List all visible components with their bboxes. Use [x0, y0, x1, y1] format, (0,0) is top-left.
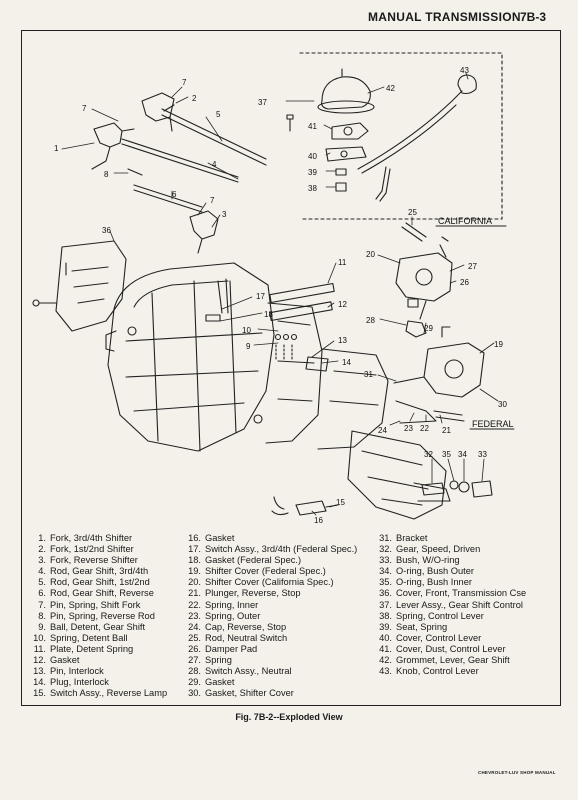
- callout-27: 27: [468, 262, 477, 271]
- legend-item: 27. Spring: [188, 655, 232, 666]
- legend-item: 39. Seat, Spring: [379, 621, 448, 632]
- callout-43: 43: [460, 66, 469, 75]
- section-title: MANUAL TRANSMISSION: [368, 10, 521, 24]
- legend-column-2: [185, 533, 385, 699]
- shift-fork-3rd-4th: [94, 123, 122, 147]
- legend-item: 14. Plug, Interlock: [33, 677, 109, 688]
- callout-4: 4: [212, 160, 217, 169]
- legend-item: 37. Lever Assy., Gear Shift Control: [379, 599, 523, 610]
- callout-37: 37: [258, 98, 267, 107]
- legend-item: 29. Gasket: [188, 677, 235, 688]
- callout-26: 26: [460, 278, 469, 287]
- legend-item: 32. Gear, Speed, Driven: [379, 544, 481, 555]
- legend-item: 31. Bracket: [379, 533, 428, 543]
- lever-cover: [326, 147, 366, 161]
- callout-15: 15: [336, 498, 345, 507]
- legend-item: 22. Spring, Inner: [188, 599, 259, 610]
- callout-31: 31: [364, 370, 373, 379]
- callout-6: 6: [172, 190, 177, 199]
- detent-group: [206, 279, 334, 371]
- callout-39: 39: [308, 168, 317, 177]
- callout-3: 3: [222, 210, 227, 219]
- callout-38: 38: [308, 184, 317, 193]
- parts-legend: [30, 533, 550, 703]
- legend-item: 24. Cap, Reverse, Stop: [188, 621, 287, 632]
- callout-17: 17: [256, 292, 265, 301]
- callout-11: 11: [338, 258, 347, 267]
- speedometer-parts: [422, 481, 492, 497]
- legend-item: 26. Damper Pad: [188, 643, 258, 654]
- legend-item: 10. Spring, Detent Ball: [33, 632, 128, 643]
- legend-item: 25. Rod, Neutral Switch: [188, 632, 288, 643]
- callout-18: 18: [264, 310, 273, 319]
- legend-item: 40. Cover, Control Lever: [379, 632, 482, 643]
- shifter-covers: [394, 223, 484, 423]
- legend-item: 42. Grommet, Lever, Gear Shift: [379, 655, 510, 666]
- grommet: [322, 77, 371, 109]
- figure-caption: Fig. 7B-2--Exploded View: [235, 712, 343, 722]
- exploded-view-diagram: [22, 31, 560, 531]
- callout-13: 13: [338, 336, 347, 345]
- california-cover: [396, 253, 452, 301]
- legend-item: 5. Rod, Gear Shift, 1st/2nd: [38, 577, 150, 588]
- legend-column-3: [376, 533, 556, 677]
- legend-item: 12. Gasket: [33, 655, 80, 666]
- legend-item: 35. O-ring, Bush Inner: [379, 577, 472, 588]
- legend-item: 36. Cover, Front, Transmission Cse: [379, 588, 527, 599]
- legend-item: 34. O-ring, Bush Outer: [379, 566, 475, 577]
- callout-21: 21: [442, 426, 451, 435]
- legend-item: 1. Fork, 3rd/4th Shifter: [38, 533, 133, 543]
- legend-item: 6. Rod, Gear Shift, Reverse: [38, 588, 154, 599]
- legend-item: 23. Spring, Outer: [188, 610, 261, 621]
- knob: [458, 75, 476, 94]
- callout-33: 33: [478, 450, 487, 459]
- legend-item: 21. Plunger, Reverse, Stop: [188, 588, 301, 599]
- callout-23: 23: [404, 424, 413, 433]
- federal-label: FEDERAL: [472, 419, 514, 429]
- callout-5: 5: [216, 110, 221, 119]
- legend-item: 41. Cover, Dust, Control Lever: [379, 643, 506, 654]
- callout-36: 36: [102, 226, 111, 235]
- legend-item: 30. Gasket, Shifter Cover: [188, 688, 294, 699]
- legend-item: 11. Plate, Detent Spring: [33, 643, 134, 654]
- page-number: 7B-3: [520, 10, 547, 24]
- callout-28: 28: [366, 316, 375, 325]
- callout-1: 1: [54, 144, 59, 153]
- shift-lever: [358, 91, 462, 169]
- leader-lines: [62, 73, 498, 515]
- callout-7: 7: [210, 196, 215, 205]
- legend-item: 7. Pin, Spring, Shift Fork: [38, 599, 141, 610]
- callout-8: 8: [104, 170, 109, 179]
- legend-item: 18. Gasket (Federal Spec.): [188, 555, 302, 566]
- dust-cover: [332, 123, 368, 139]
- callout-7: 7: [182, 78, 187, 87]
- callout-29: 29: [424, 324, 433, 333]
- control-lever-group: [287, 53, 502, 219]
- callout-24: 24: [378, 426, 387, 435]
- callout-9: 9: [246, 342, 251, 351]
- footer-text: CHEVROLET-LUV SHOP MANUAL: [478, 770, 556, 775]
- callout-32: 32: [424, 450, 433, 459]
- legend-item: 9. Ball, Detent, Gear Shift: [38, 621, 146, 632]
- legend-item: 13. Pin, Interlock: [33, 666, 104, 677]
- callout-35: 35: [442, 450, 451, 459]
- callout-19: 19: [494, 340, 503, 349]
- callout-25: 25: [408, 208, 417, 217]
- extension-housing: [348, 431, 446, 519]
- legend-item: 33. Bush, W/O-ring: [379, 555, 460, 566]
- callout-12: 12: [338, 300, 347, 309]
- legend-item: 43. Knob, Control Lever: [379, 666, 479, 677]
- callout-34: 34: [458, 450, 467, 459]
- legend-item: 16. Gasket: [188, 533, 235, 543]
- legend-item: 3. Fork, Reverse Shifter: [38, 555, 138, 566]
- callout-14: 14: [342, 358, 351, 367]
- legend-item: 20. Shifter Cover (California Spec.): [188, 577, 334, 588]
- legend-item: 19. Shifter Cover (Federal Spec.): [188, 566, 326, 577]
- callout-40: 40: [308, 152, 317, 161]
- legend-column-1: [30, 533, 190, 699]
- callout-2: 2: [192, 94, 197, 103]
- callout-30: 30: [498, 400, 507, 409]
- front-cover: [33, 241, 126, 331]
- callout-10: 10: [242, 326, 251, 335]
- callout-7: 7: [82, 104, 87, 113]
- callout-22: 22: [420, 424, 429, 433]
- legend-item: 2. Fork, 1st/2nd Shifter: [38, 544, 134, 555]
- legend-item: 15. Switch Assy., Reverse Lamp: [33, 688, 168, 699]
- legend-item: 17. Switch Assy., 3rd/4th (Federal Spec.): [188, 544, 358, 555]
- callout-42: 42: [386, 84, 395, 93]
- callout-41: 41: [308, 122, 317, 131]
- legend-item: 8. Pin, Spring, Reverse Rod: [38, 610, 155, 621]
- callout-16: 16: [314, 516, 323, 525]
- legend-item: 4. Rod, Gear Shift, 3rd/4th: [38, 566, 149, 577]
- federal-cover: [424, 343, 484, 397]
- page-header: [0, 8, 578, 28]
- reverse-lamp-switch: [272, 497, 338, 515]
- legend-item: 28. Switch Assy., Neutral: [188, 666, 292, 677]
- callout-20: 20: [366, 250, 375, 259]
- legend-item: 38. Spring, Control Lever: [379, 610, 484, 621]
- california-label: CALIFORNIA: [438, 216, 493, 226]
- shift-fork-1st-2nd: [142, 93, 174, 121]
